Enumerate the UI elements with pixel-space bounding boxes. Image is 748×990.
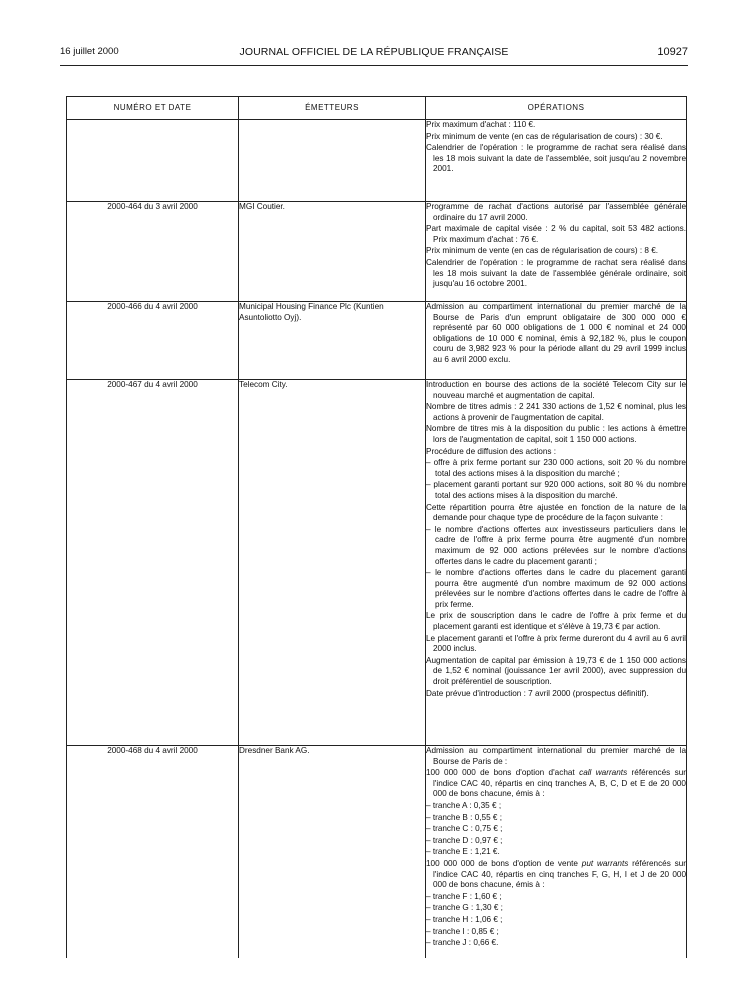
operation-line: Admission au compartiment international du premier marché de la Bourse de Paris de : xyxy=(426,746,686,766)
operation-line: Admission au compartiment international du premier marché de la Bourse de Paris d'un emprunt obligataire de 300 000 000 € représenté par 60 000 obligations de 1 000 € nominal et 24 000 obligations de 10 000 € nominal, émis à 92,182 %, plus le coupon couru de 3,982 923 % pour la période allant du 29 avril 1999 inclus au 6 avril 2000 exclu. xyxy=(426,302,686,364)
header-divider xyxy=(60,65,688,66)
page-header xyxy=(60,46,688,62)
operation-bullet: – offre à prix ferme portant sur 230 000 actions, soit 20 % du nombre total des actions mises à la disposition du marché ; xyxy=(426,458,686,478)
row-number: 2000-468 du 4 avril 2000 xyxy=(67,746,239,958)
journal-title: JOURNAL OFFICIEL DE LA RÉPUBLIQUE FRANÇAISE xyxy=(239,46,509,58)
call-warrants-paragraph xyxy=(426,768,686,800)
table-row xyxy=(67,302,687,380)
tranche-item: – tranche E : 1,21 €. xyxy=(426,847,500,857)
operation-line: Nombre de titres admis : 2 241 330 actions de 1,52 € nominal, plus les actions à provenir de l'augmentation de capital. xyxy=(426,402,686,422)
row-number: 2000-464 du 3 avril 2000 xyxy=(67,202,239,302)
tranche-item: – tranche G : 1,30 € ; xyxy=(426,903,503,913)
operation-line: Programme de rachat d'actions autorisé par l'assemblée générale ordinaire du 17 avril 2000. xyxy=(426,202,686,222)
column-header-number: NUMÉRO ET DATE xyxy=(67,97,239,120)
text-segment: référencés sur l'indice CAC 40, répartis en cinq tranches A, B, C, D et E de 20 000 000 de bons chacune, émis à : xyxy=(433,768,686,799)
operation-line: Prix minimum de vente (en cas de régularisation de cours) : 30 €. xyxy=(426,131,663,141)
operation-line: Date prévue d'introduction : 7 avril 2000 (prospectus définitif). xyxy=(426,688,649,698)
row-issuer: Municipal Housing Finance Plc (Kuntien Asuntoliotto Oyj). xyxy=(239,302,426,380)
tranche-item: – tranche J : 0,66 €. xyxy=(426,938,499,948)
tranche-item: – tranche B : 0,55 € ; xyxy=(426,812,503,822)
tranche-item: – tranche I : 0,85 € ; xyxy=(426,926,499,936)
row-issuer: Telecom City. xyxy=(239,380,426,746)
tranche-item: – tranche D : 0,97 € ; xyxy=(426,835,503,845)
row-number: 2000-467 du 4 avril 2000 xyxy=(67,380,239,746)
table-row xyxy=(67,202,687,302)
operation-line: Le prix de souscription dans le cadre de l'offre à prix ferme et du placement garanti est identique et s'élève à 19,73 € par action. xyxy=(426,611,686,632)
operation-line: Nombre de titres mis à la disposition du public : les actions à émettre lors de l'augmentation de capital, soit 1 150 000 actions. xyxy=(426,424,686,444)
text-segment: référencés sur l'indice CAC 40, répartis en cinq tranches F, G, H, I et J de 20 000 000 de bons chacune, émis à : xyxy=(433,858,686,890)
row-operations xyxy=(426,380,687,746)
put-warrants-paragraph xyxy=(426,859,686,891)
operation-line: Prix maximum d'achat : 110 €. xyxy=(426,120,536,129)
operation-bullet: – placement garanti portant sur 920 000 actions, soit 80 % du nombre total des actions mises à la disposition du marché. xyxy=(426,480,686,500)
table-row xyxy=(67,746,687,958)
text-segment: 100 000 000 de bons d'option de vente xyxy=(426,858,582,868)
row-number xyxy=(67,120,239,202)
operation-line: Calendrier de l'opération : le programme de rachat sera réalisé dans les 18 mois suivant la date de l'assemblée générale ordinaire, soit jusqu'au 16 octobre 2001. xyxy=(426,257,686,289)
tranche-item: – tranche C : 0,75 € ; xyxy=(426,824,503,834)
italic-term: call warrants xyxy=(579,768,628,778)
table-header-row xyxy=(67,97,687,120)
row-issuer xyxy=(239,120,426,202)
operation-line: Procédure de diffusion des actions : xyxy=(426,446,557,456)
operation-bullet: – le nombre d'actions offertes aux investisseurs particuliers dans le cadre de l'offre à prix ferme pourra être augmenté d'un nombre maximum de 92 000 actions prélevées sur le nombre d'actions offertes dans le cadre du placement garanti ; xyxy=(426,524,686,566)
column-header-issuers: ÉMETTEURS xyxy=(239,97,426,120)
text-segment: 100 000 000 de bons d'option d'achat xyxy=(426,768,580,778)
operation-line: Part maximale de capital visée : 2 % du capital, soit 53 482 actions. Prix maximum d'achat : 76 €. xyxy=(426,224,686,244)
operations-table xyxy=(66,96,687,958)
row-issuer: MGI Coutier. xyxy=(239,202,426,302)
tranche-item: – tranche A : 0,35 € ; xyxy=(426,800,502,810)
issue-date: 16 juillet 2000 xyxy=(60,46,119,57)
row-issuer: Dresdner Bank AG. xyxy=(239,746,426,958)
row-operations xyxy=(426,120,687,202)
operation-line: Calendrier de l'opération : le programme de rachat sera réalisé dans les 18 mois suivant la date de l'assemblée, soit jusqu'au 2 novembre 2001. xyxy=(426,143,686,174)
row-operations xyxy=(426,746,687,958)
operation-bullet: – le nombre d'actions offertes dans le cadre du placement garanti pourra être augmenté d'un nombre maximum de 92 000 actions prélevées sur le nombre d'actions offertes dans le cadre de l'offre à prix ferme. xyxy=(426,568,686,609)
operation-line: Augmentation de capital par émission à 19,73 € de 1 150 000 actions de 1,52 € nominal (jouissance 1er avril 2000), avec suppression du droit préférentiel de souscription. xyxy=(426,655,686,687)
column-header-operations: OPÉRATIONS xyxy=(426,97,687,120)
operation-line: Prix minimum de vente (en cas de régularisation de cours) : 8 €. xyxy=(426,246,659,256)
row-operations xyxy=(426,302,687,380)
table-row xyxy=(67,380,687,746)
italic-term: put warrants xyxy=(581,858,629,868)
tranche-item: – tranche F : 1,60 € ; xyxy=(426,891,502,901)
tranche-item: – tranche H : 1,06 € ; xyxy=(426,914,503,924)
operation-line: Introduction en bourse des actions de la société Telecom City sur le nouveau marché et augmentation de capital. xyxy=(426,380,686,400)
operation-line: Cette répartition pourra être ajustée en fonction de la nature de la demande pour chaque type de procédure de la façon suivante : xyxy=(426,502,686,523)
operation-line: Le placement garanti et l'offre à prix ferme dureront du 4 avril au 6 avril 2000 inclus. xyxy=(426,633,686,654)
row-operations xyxy=(426,202,687,302)
table-row xyxy=(67,120,687,202)
row-number: 2000-466 du 4 avril 2000 xyxy=(67,302,239,380)
page-number: 10927 xyxy=(657,46,688,58)
